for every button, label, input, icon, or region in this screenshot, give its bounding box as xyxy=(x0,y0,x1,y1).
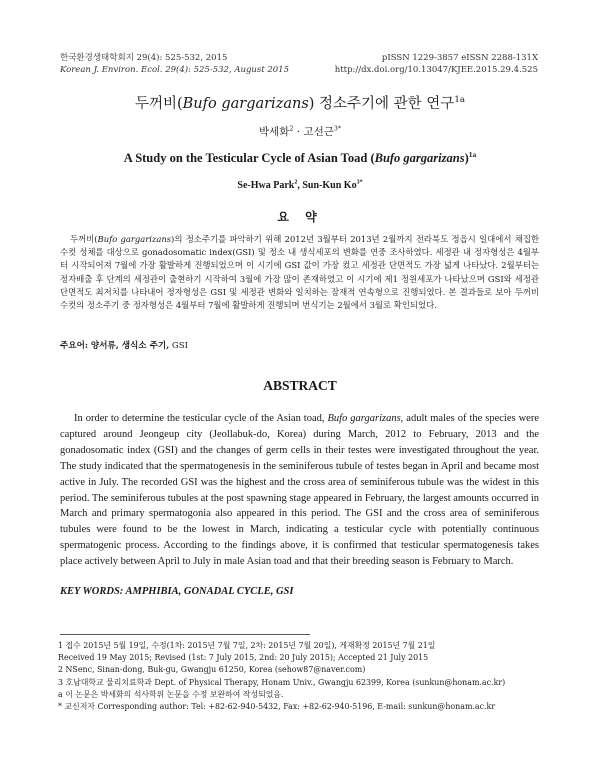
abstract-english xyxy=(60,411,539,570)
title-en-species: Bufo gargarizans xyxy=(374,151,465,165)
footnote-corresponding: * 교신저자 Corresponding author: Tel: +82-62-940-5432, Fax: +82-62-940-5196, E-mail: sunkun@honam.ac.kr xyxy=(58,702,496,712)
title-en-after: ) xyxy=(464,151,469,165)
author-en-separator: , xyxy=(297,180,303,191)
abstract-en-body: adult males of the species were captured around Jeongeup city (Jeollabuk-do, Korea) during March, 2012 to February, 2013 and the gonadosomatic index (GSI) and the changes of germ cells in their testes were investigated throughout the year. The study indicated that the spermatogenesis in the seminiferous tubule of testes began in April and became most active in July. The recorded GSI was the highest and the cross area of seminiferous tubule was the widest in this period. The seminiferous tubules at the post spawning stage appeared in February, the largest amounts occurred in March and primary spermatogonia also appeared in this period. The GSI and the cross area of seminiferous tubules were found to be the lowest in March, indicating a testicular cycle with potentially continuous spermatogenic process. According to the findings above, it is confirmed that testicular spermatogenesis takes place actively between April to July in male Asian toad and that their breeding season is February to March. xyxy=(60,413,539,568)
title-en-footnote-mark: 1a xyxy=(468,149,477,159)
author-en-2: Sun-Kun Ko xyxy=(302,180,357,191)
title-ko-before: 두꺼비( xyxy=(134,96,183,112)
author-ko-1: 박세화 xyxy=(258,126,290,138)
issn: pISSN 1229-3857 eISSN 2288-131X xyxy=(381,53,538,63)
author-en-2-mark: 3* xyxy=(356,179,363,186)
footnote-received: 1 접수 2015년 5월 19일, 수정(1차: 2015년 7월 7일, 2차: 2015년 7월 20일), 게재확정 2015년 7월 21일 xyxy=(58,641,436,650)
title-en-before: A Study on the Testicular Cycle of Asian Toad ( xyxy=(123,151,375,165)
keywords-ko-label: 주요어: xyxy=(60,341,89,351)
title-ko-after: ) 정소주기에 관한 연구 xyxy=(308,96,455,112)
author-en-1-mark: 2 xyxy=(294,179,298,186)
authors-english xyxy=(0,180,600,191)
abstract-en-before: In order to determine the testicular cycle of the Asian toad, xyxy=(74,413,328,424)
author-ko-2-mark: 3* xyxy=(333,125,342,133)
author-en-1: Se-Hwa Park xyxy=(237,180,295,191)
summary-heading: 요 약 xyxy=(277,210,323,224)
abstract-en-species: Bufo gargarizans, xyxy=(327,413,404,424)
footnote-author-1: 2 NSenc, Sinan-dong, Buk-gu, Gwangju 61250, Korea (sehow87@naver.com) xyxy=(58,665,366,675)
keywords-english: KEY WORDS: AMPHIBIA, GONADAL CYCLE, GSI xyxy=(60,586,294,597)
keywords-ko-rest: GSI xyxy=(169,341,189,351)
journal-name-ko: 한국환경생태학회지 29(4): 525-532, 2015 xyxy=(60,53,228,63)
abstract-heading: ABSTRACT xyxy=(263,378,337,393)
footnote-thesis-note: a 이 논문은 박세화의 석사학위 논문을 수정 보완하여 작성되었음. xyxy=(58,689,284,699)
footnote-author-2: 3 호남대학교 물리치료학과 Dept. of Physical Therapy, Honam Univ., Gwangju 62399, Korea (sunkun@honam.ac.kr) xyxy=(58,677,506,687)
title-korean xyxy=(0,92,600,113)
doi-link[interactable]: http://dx.doi.org/10.13047/KJEE.2015.29.4.525 xyxy=(334,65,538,75)
author-ko-2: 고선근 xyxy=(303,126,334,138)
title-english xyxy=(0,151,600,166)
keywords-korean xyxy=(60,339,188,351)
summary-ko-before: 두꺼비( xyxy=(70,234,98,244)
summary-ko-species: Bufo gargarizans xyxy=(97,234,172,244)
journal-identifiers xyxy=(335,52,538,76)
title-ko-footnote-mark: 1a xyxy=(454,95,466,106)
author-ko-1-mark: 2 xyxy=(289,125,294,133)
footnote-received-en: Received 19 May 2015; Revised (1st: 7 July 2015, 2nd: 20 July 2015); Accepted 21 July 2015 xyxy=(58,653,429,663)
summary-korean xyxy=(60,233,539,312)
keywords-ko-bold: 양서류, 생식소 주기, xyxy=(90,341,170,351)
footnotes xyxy=(58,640,542,713)
summary-ko-body: )의 정소주기를 파악하기 위해 2012년 3월부터 2013년 2월까지 전라북도 정읍시 일대에서 채집한 수컷 성체를 대상으로 gonadosomatic index(GSI) 및 정소 내 생식세포의 변화를 연중 조사하였다. 세정관 내 정자형성은 4월부터 시작되어져 7월에 가장 활발하게 진행되었으며 이 시기에 GSI 값이 가장 컸고 세정관 단면적도 가장 넓게 나타났다. 2월부터는 정자배출 후 단계의 세정관이 출현하기 시작하여 3월에 가장 많이 존재하였고 이 시기에 제1 정원세포가 나타났으며 GSI와 세정관 단면적도 최저치를 나타내어 정자형성은 GSI 및 세정관 변화와 일치하는 잠재적 연속형으로 진행되었다. 본 결과들로 보아 두꺼비 수컷의 정소주기 중 정자형성은 4월부터 7월에 활발하게 진행되며 번식기는 2월에서 3월로 확인되었다. xyxy=(60,234,540,311)
author-separator: · xyxy=(293,126,304,138)
authors-korean xyxy=(0,124,600,139)
footnote-divider xyxy=(60,634,310,635)
journal-citation xyxy=(60,52,289,76)
title-ko-species: Bufo gargarizans xyxy=(182,96,309,112)
journal-name-en: Korean J. Environ. Ecol. 29(4): 525-532, August 2015 xyxy=(60,65,289,75)
